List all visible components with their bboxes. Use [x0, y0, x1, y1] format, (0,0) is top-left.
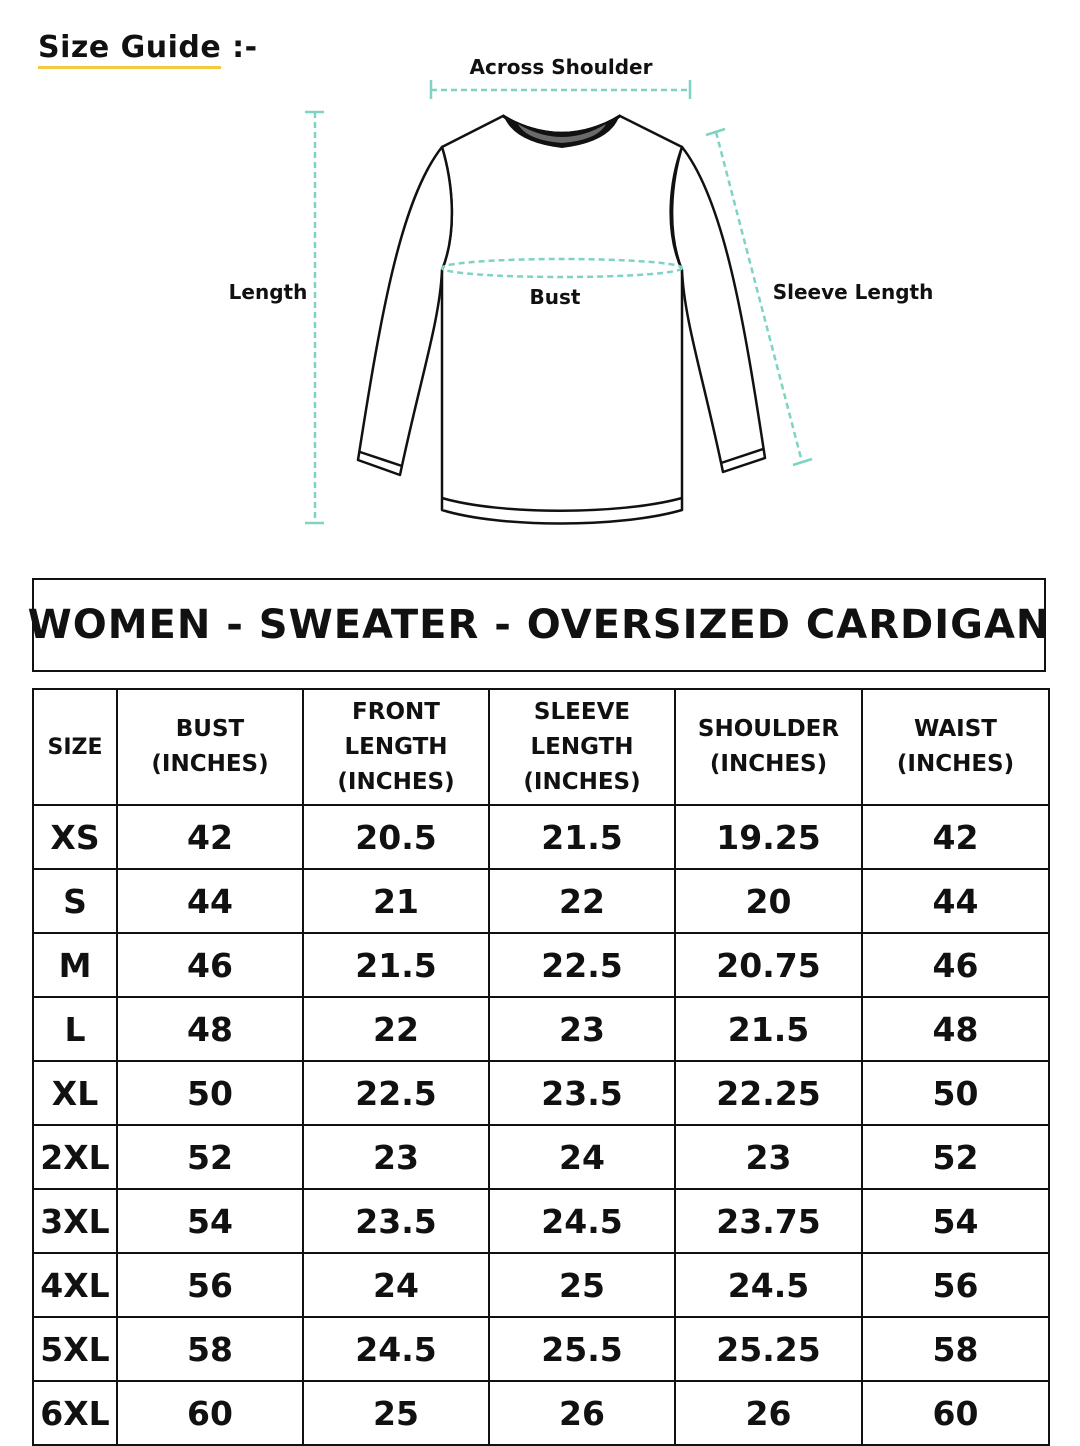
cell-size: M — [33, 933, 117, 997]
length-label: Length — [228, 280, 308, 304]
table-row — [33, 997, 1049, 1061]
header-waist-line: WAIST — [914, 716, 997, 742]
header-shoulder — [675, 689, 862, 805]
cell-waist: 58 — [862, 1317, 1049, 1381]
cell-bust: 50 — [117, 1061, 303, 1125]
header-front-length-line: LENGTH — [344, 733, 448, 760]
cell-sleeve-length: 23 — [489, 997, 675, 1061]
table-row — [33, 1125, 1049, 1189]
cell-sleeve-length: 24.5 — [489, 1189, 675, 1253]
cell-waist: 60 — [862, 1381, 1049, 1445]
header-front-length — [303, 689, 489, 805]
size-guide-suffix: :- — [221, 30, 258, 65]
cell-waist: 48 — [862, 997, 1049, 1061]
left-sleeve — [358, 147, 452, 475]
size-guide-title: Size Guide — [38, 30, 221, 69]
cell-front-length: 20.5 — [303, 805, 489, 869]
sweater-body — [442, 116, 682, 524]
length-measure — [305, 112, 324, 523]
cell-sleeve-length: 25.5 — [489, 1317, 675, 1381]
chart-title: WOMEN - SWEATER - OVERSIZED CARDIGAN — [27, 602, 1051, 648]
cell-waist: 44 — [862, 869, 1049, 933]
cell-sleeve-length: 21.5 — [489, 805, 675, 869]
header-sleeve-length-line: SLEEVE — [533, 698, 631, 725]
cell-bust: 60 — [117, 1381, 303, 1445]
cell-shoulder: 26 — [675, 1381, 862, 1445]
header-size — [33, 689, 117, 805]
sweater-outline — [358, 116, 765, 524]
cell-shoulder: 24.5 — [675, 1253, 862, 1317]
table-body — [33, 805, 1049, 1445]
cell-bust: 56 — [117, 1253, 303, 1317]
cell-front-length: 21.5 — [303, 933, 489, 997]
cell-size: S — [33, 869, 117, 933]
header-row — [33, 689, 1049, 805]
bust-label: Bust — [529, 285, 581, 309]
table-header — [33, 689, 1049, 805]
size-chart-table — [32, 688, 1050, 1446]
cell-shoulder: 23 — [675, 1125, 862, 1189]
cell-waist: 52 — [862, 1125, 1049, 1189]
cell-sleeve-length: 25 — [489, 1253, 675, 1317]
header-front-length-line: (INCHES) — [337, 768, 455, 795]
cell-shoulder: 22.25 — [675, 1061, 862, 1125]
table-row — [33, 933, 1049, 997]
cell-size: 5XL — [33, 1317, 117, 1381]
cell-waist: 56 — [862, 1253, 1049, 1317]
cell-front-length: 22.5 — [303, 1061, 489, 1125]
cell-bust: 48 — [117, 997, 303, 1061]
sweater-diagram — [0, 0, 1080, 560]
table-row — [33, 805, 1049, 869]
across-shoulder-label: Across Shoulder — [469, 55, 653, 79]
cell-front-length: 21 — [303, 869, 489, 933]
cell-sleeve-length: 22.5 — [489, 933, 675, 997]
header-waist — [862, 689, 1049, 805]
cell-size: XL — [33, 1061, 117, 1125]
cell-shoulder: 23.75 — [675, 1189, 862, 1253]
table-row — [33, 1317, 1049, 1381]
right-sleeve — [672, 147, 765, 472]
table-row — [33, 1381, 1049, 1445]
cell-waist: 54 — [862, 1189, 1049, 1253]
cell-bust: 58 — [117, 1317, 303, 1381]
cell-size: L — [33, 997, 117, 1061]
cell-shoulder: 25.25 — [675, 1317, 862, 1381]
cell-waist: 50 — [862, 1061, 1049, 1125]
cell-sleeve-length: 24 — [489, 1125, 675, 1189]
header-front-length-line: FRONT — [352, 698, 440, 725]
header-shoulder-line: (INCHES) — [709, 751, 828, 777]
cell-size: 4XL — [33, 1253, 117, 1317]
cell-size: 3XL — [33, 1189, 117, 1253]
cell-waist: 42 — [862, 805, 1049, 869]
header-shoulder-line: SHOULDER — [697, 716, 840, 742]
table-row — [33, 869, 1049, 933]
cell-size: 2XL — [33, 1125, 117, 1189]
across-shoulder-measure — [431, 80, 690, 99]
cell-front-length: 23 — [303, 1125, 489, 1189]
chart-title-box — [27, 578, 1051, 672]
header-bust-line: (INCHES) — [151, 751, 269, 777]
cell-bust: 46 — [117, 933, 303, 997]
cell-waist: 46 — [862, 933, 1049, 997]
cell-front-length: 24.5 — [303, 1317, 489, 1381]
table-row — [33, 1189, 1049, 1253]
cell-bust: 42 — [117, 805, 303, 869]
cell-bust: 44 — [117, 869, 303, 933]
cell-sleeve-length: 23.5 — [489, 1061, 675, 1125]
cell-size: 6XL — [33, 1381, 117, 1445]
header-sleeve-length — [489, 689, 675, 805]
cell-size: XS — [33, 805, 117, 869]
cell-shoulder: 21.5 — [675, 997, 862, 1061]
table-row — [33, 1061, 1049, 1125]
cell-shoulder: 20 — [675, 869, 862, 933]
cell-front-length: 25 — [303, 1381, 489, 1445]
cell-bust: 52 — [117, 1125, 303, 1189]
header-sleeve-length-line: (INCHES) — [523, 768, 641, 795]
header-size-line: SIZE — [47, 734, 103, 760]
cell-shoulder: 19.25 — [675, 805, 862, 869]
cell-shoulder: 20.75 — [675, 933, 862, 997]
header-bust-line: BUST — [175, 716, 245, 742]
table-row — [33, 1253, 1049, 1317]
sleeve-length-label: Sleeve Length — [772, 280, 934, 304]
cell-front-length: 24 — [303, 1253, 489, 1317]
header-bust — [117, 689, 303, 805]
header-waist-line: (INCHES) — [896, 751, 1015, 777]
header-sleeve-length-line: LENGTH — [530, 733, 634, 760]
cell-sleeve-length: 26 — [489, 1381, 675, 1445]
cell-front-length: 22 — [303, 997, 489, 1061]
cell-front-length: 23.5 — [303, 1189, 489, 1253]
cell-sleeve-length: 22 — [489, 869, 675, 933]
cell-bust: 54 — [117, 1189, 303, 1253]
